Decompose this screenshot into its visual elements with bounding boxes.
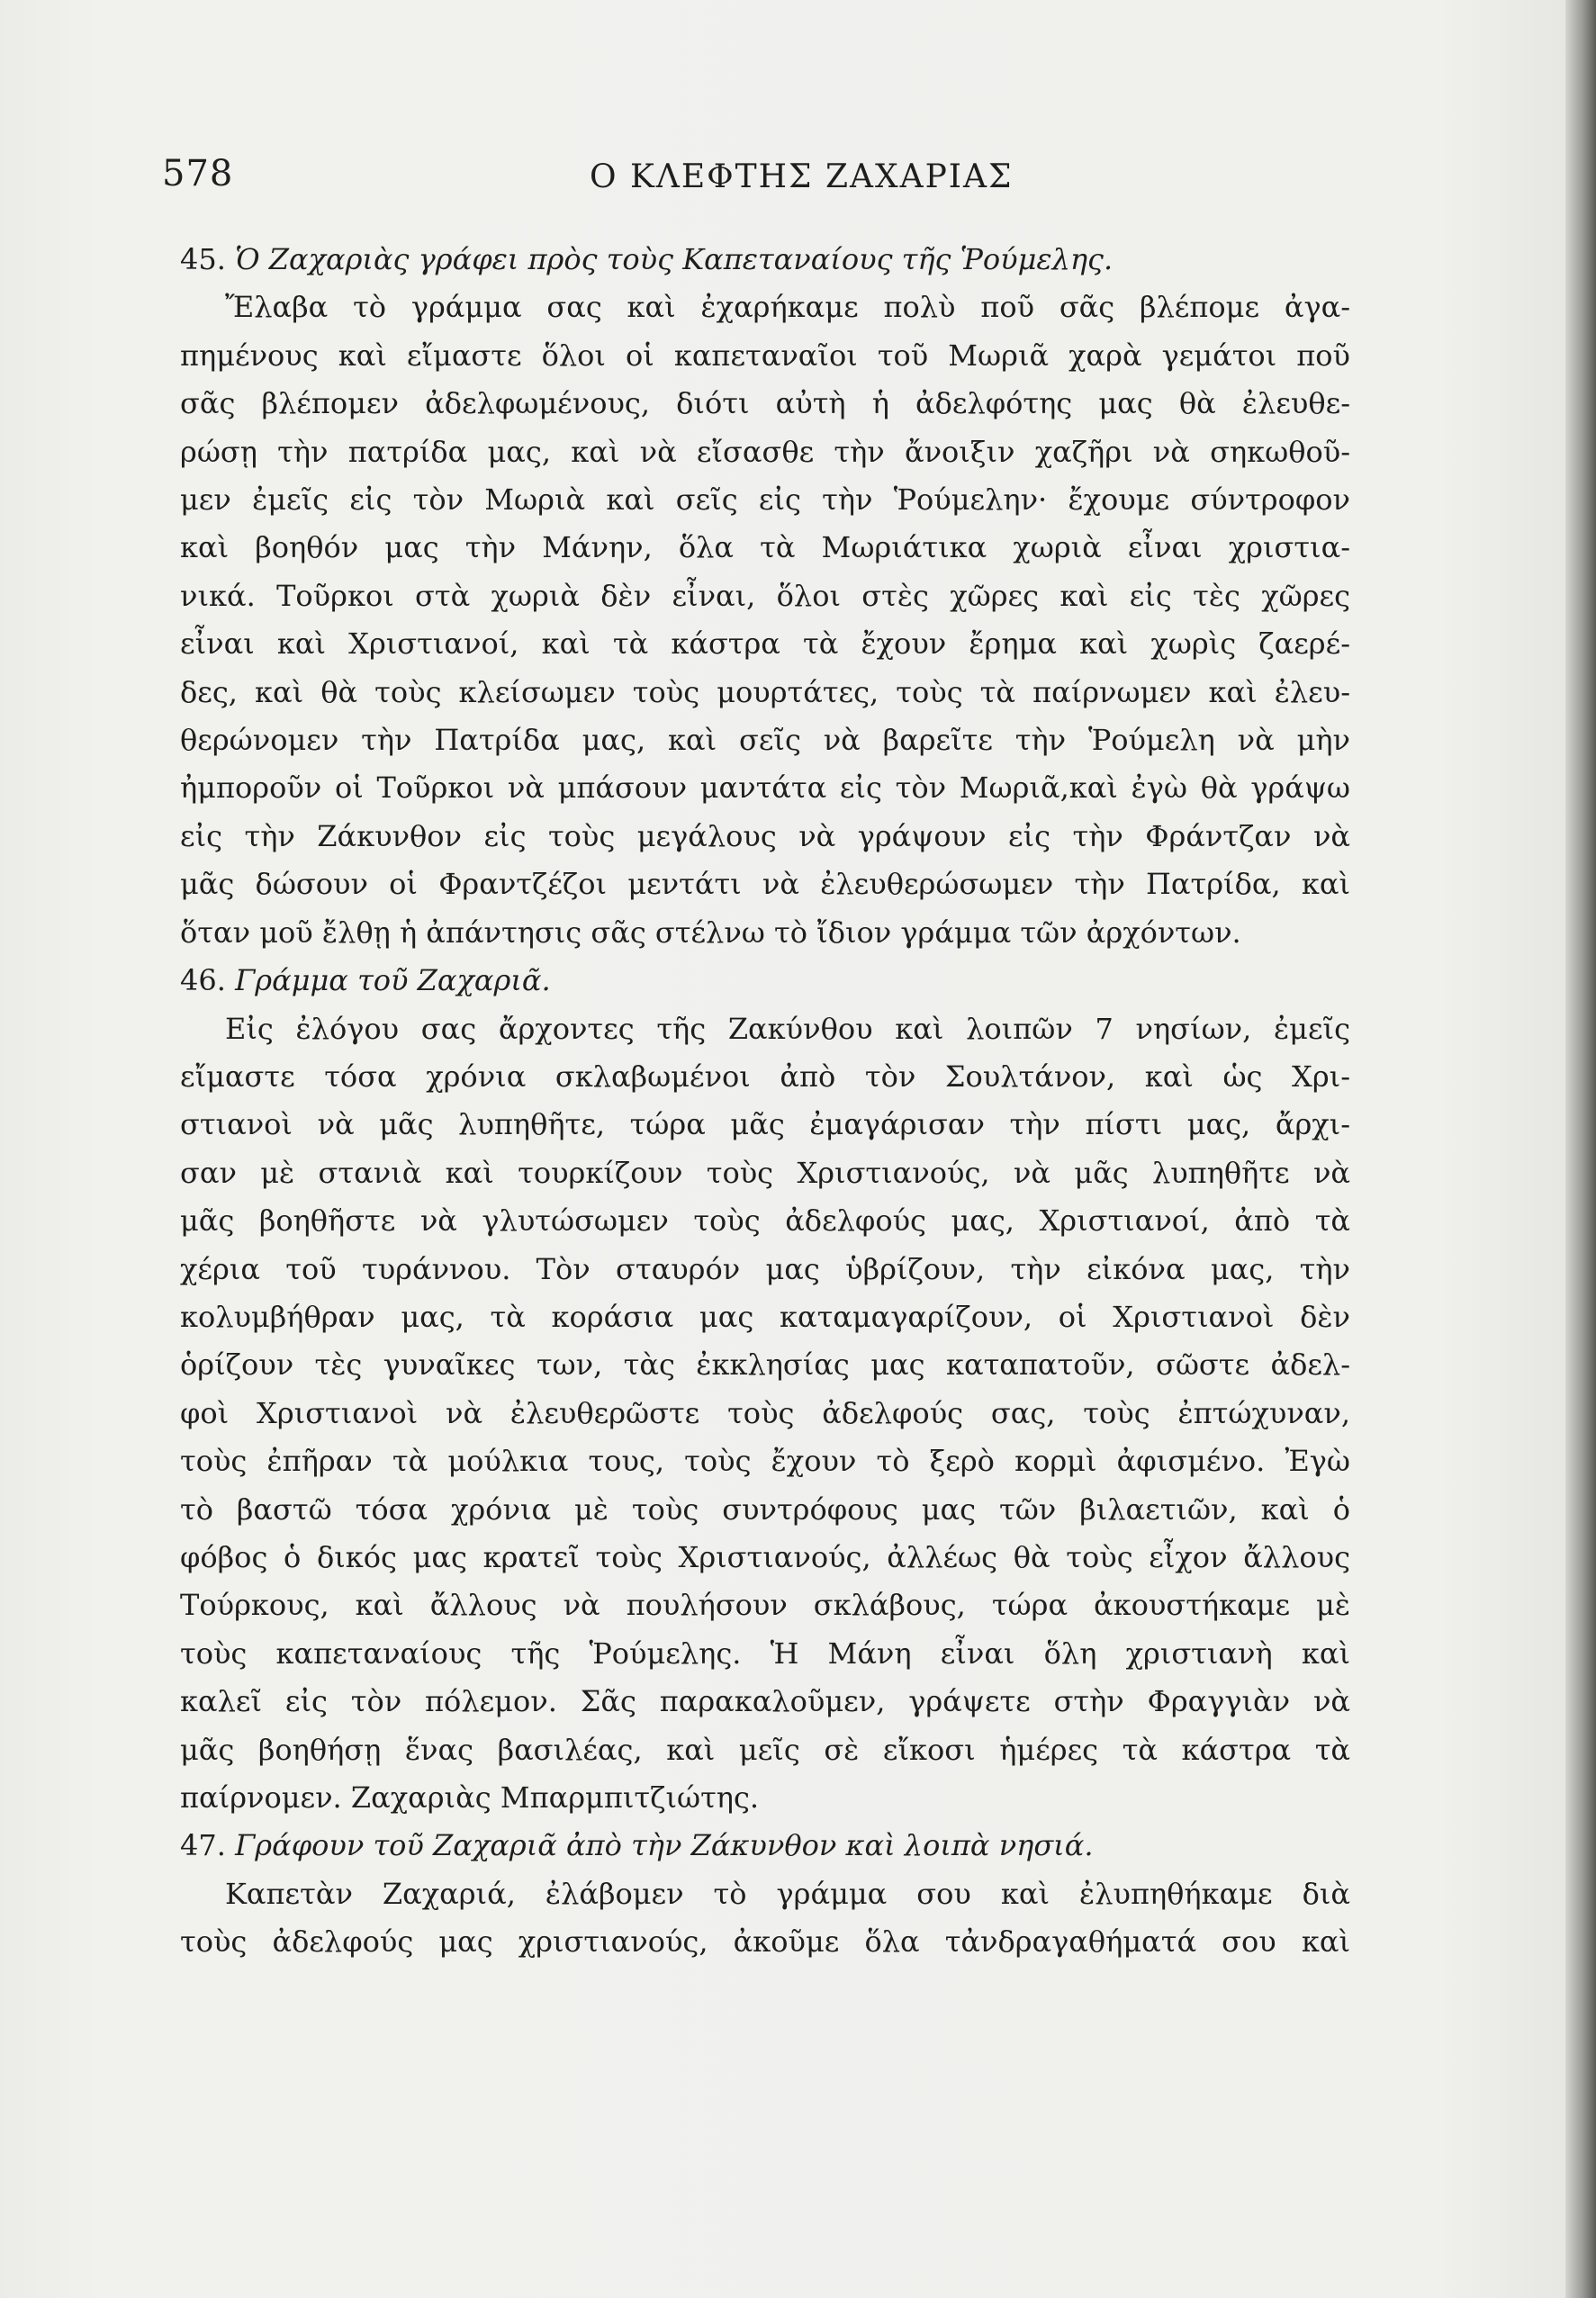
- book-spine-shadow: [1565, 0, 1596, 2298]
- text-line: θερώνομεν τὴν Πατρίδα μας, καὶ σεῖς νὰ βαρεῖτε τὴν Ῥούμελη νὰ μὴν: [180, 723, 1350, 758]
- text-line: μᾶς δώσουν οἱ Φραντζέζοι μεντάτι νὰ ἐλευθερώσωμεν τὴν Πατρίδα, καὶ: [180, 867, 1350, 902]
- section-title: Γράμμα τοῦ Ζαχαριᾶ.: [235, 963, 551, 998]
- text-line: τοὺς ἐπῆραν τὰ μούλκια τους, τοὺς ἔχουν τὸ ξερὸ κορμὶ ἀφισμένο. Ἐγὼ: [180, 1444, 1350, 1479]
- text-line: Ἔλαβα τὸ γράμμα σας καὶ ἐχαρήκαμε πολὺ ποῦ σᾶς βλέπομε ἀγα-: [225, 290, 1350, 325]
- text-line: σαν μὲ στανιὰ καὶ τουρκίζουν τοὺς Χριστιανούς, νὰ μᾶς λυπηθῆτε νὰ: [180, 1155, 1350, 1190]
- text-line: ὁρίζουν τὲς γυναῖκες των, τὰς ἐκκλησίας μας καταπατοῦν, σῶστε ἀδελ-: [180, 1347, 1350, 1383]
- page-number: 578: [162, 153, 234, 194]
- section-heading-46: [180, 957, 1350, 1005]
- text-line: τὸ βαστῶ τόσα χρόνια μὲ τοὺς συντρόφους μας τῶν βιλαετιῶν, καὶ ὁ: [180, 1491, 1350, 1527]
- text-line: Καπετὰν Ζαχαριά, ἐλάβομεν τὸ γράμμα σου καὶ ἐλυπηθήκαμε διὰ: [225, 1876, 1350, 1911]
- page-header: [162, 153, 1359, 207]
- text-line: μεν ἐμεῖς εἰς τὸν Μωριὰ καὶ σεῖς εἰς τὴν Ῥούμελην· ἔχουμε σύντροφον: [180, 482, 1350, 518]
- text-line: φοὶ Χριστιανοὶ νὰ ἐλευθερῶστε τοὺς ἀδελφούς σας, τοὺς ἐπτώχυναν,: [180, 1395, 1350, 1430]
- text-line: νικά. Τοῦρκοι στὰ χωριὰ δὲν εἶναι, ὅλοι στὲς χῶρες καὶ εἰς τὲς χῶρες: [180, 578, 1350, 613]
- text-line: στιανοὶ νὰ μᾶς λυπηθῆτε, τώρα μᾶς ἐμαγάρισαν τὴν πίστι μας, ἄρχι-: [180, 1107, 1350, 1142]
- text-line: πημένους καὶ εἴμαστε ὅλοι οἱ καπεταναῖοι τοῦ Μωριᾶ χαρὰ γεμάτοι ποῦ: [180, 338, 1350, 373]
- text-line: μᾶς βοηθῆστε νὰ γλυτώσωμεν τοὺς ἀδελφούς μας, Χριστιανοί, ἀπὸ τὰ: [180, 1203, 1350, 1239]
- text-line: φόβος ὁ δικός μας κρατεῖ τοὺς Χριστιανούς, ἀλλέως θὰ τοὺς εἶχον ἄλλους: [180, 1539, 1350, 1574]
- text-line: εἶναι καὶ Χριστιανοί, καὶ τὰ κάστρα τὰ ἔχουν ἔρημα καὶ χωρὶς ζαερέ-: [180, 626, 1350, 662]
- text-line: δες, καὶ θὰ τοὺς κλείσωμεν τοὺς μουρτάτες, τοὺς τὰ παίρνωμεν καὶ ἐλευ-: [180, 674, 1350, 709]
- text-line: ρώσῃ τὴν πατρίδα μας, καὶ νὰ εἴσασθε τὴν ἄνοιξιν χαζῆρι νὰ σηκωθοῦ-: [180, 434, 1350, 469]
- running-title: Ο ΚΛΕΦΤΗΣ ΖΑΧΑΡΙΑΣ: [590, 158, 1014, 195]
- text-line: καὶ βοηθόν μας τὴν Μάνην, ὅλα τὰ Μωριάτικα χωριὰ εἶναι χριστια-: [180, 530, 1350, 565]
- text-line: μᾶς βοηθήσῃ ἕνας βασιλέας, καὶ μεῖς σὲ εἴκοσι ἡμέρες τὰ κάστρα τὰ: [180, 1732, 1350, 1767]
- section-heading-47: [180, 1822, 1350, 1870]
- text-line: Τούρκους, καὶ ἄλλους νὰ πουλήσουν σκλάβους, τώρα ἀκουστήκαμε μὲ: [180, 1588, 1350, 1623]
- section-number: 46.: [180, 963, 226, 998]
- body-text: [180, 236, 1350, 1967]
- section-title: Γράφουν τοῦ Ζαχαριᾶ ἀπὸ τὴν Ζάκυνθον καὶ λοιπὰ νησιά.: [235, 1828, 1094, 1863]
- section-title: Ὁ Ζαχαριὰς γράφει πρὸς τοὺς Καπεταναίους τῆς Ῥούμελης.: [235, 242, 1114, 276]
- text-line: ἠμποροῦν οἱ Τοῦρκοι νὰ μπάσουν μαντάτα εἰς τὸν Μωριᾶ,καὶ ἐγὼ θὰ γράψω: [180, 771, 1350, 806]
- text-line: κολυμβήθραν μας, τὰ κοράσια μας καταμαγαρίζουν, οἱ Χριστιανοὶ δὲν: [180, 1299, 1350, 1334]
- text-line: σᾶς βλέπομεν ἀδελφωμένους, διότι αὐτὴ ἡ ἀδελφότης μας θὰ ἐλευθε-: [180, 386, 1350, 421]
- section-number: 45.: [180, 242, 226, 276]
- text-line: χέρια τοῦ τυράννου. Τὸν σταυρόν μας ὑβρίζουν, τὴν εἰκόνα μας, τὴν: [180, 1251, 1350, 1286]
- text-line: ὅταν μοῦ ἔλθῃ ἡ ἀπάντησις σᾶς στέλνω τὸ ἴδιον γράμμα τῶν ἀρχόντων.: [180, 915, 1241, 950]
- section-number: 47.: [180, 1828, 226, 1863]
- text-line: καλεῖ εἰς τὸν πόλεμον. Σᾶς παρακαλοῦμεν, γράψετε στὴν Φραγγιὰν νὰ: [180, 1684, 1350, 1719]
- section-heading-45: [180, 236, 1350, 284]
- text-line: εἴμαστε τόσα χρόνια σκλαβωμένοι ἀπὸ τὸν Σουλτάνον, καὶ ὡς Χρι-: [180, 1059, 1350, 1094]
- text-line: τοὺς καπεταναίους τῆς Ῥούμελης. Ἡ Μάνη εἶναι ὅλη χριστιανὴ καὶ: [180, 1636, 1350, 1671]
- text-line: εἰς τὴν Ζάκυνθον εἰς τοὺς μεγάλους νὰ γράψουν εἰς τὴν Φράντζαν νὰ: [180, 818, 1350, 853]
- text-line: Εἰς ἐλόγου σας ἄρχοντες τῆς Ζακύνθου καὶ λοιπῶν 7 νησίων, ἐμεῖς: [225, 1011, 1350, 1046]
- text-line: τοὺς ἀδελφούς μας χριστιανούς, ἀκοῦμε ὅλα τἀνδραγαθήματά σου καὶ: [180, 1924, 1350, 1960]
- text-line: παίρνομεν. Ζαχαριὰς Μπαρμπιτζιώτης.: [180, 1780, 760, 1815]
